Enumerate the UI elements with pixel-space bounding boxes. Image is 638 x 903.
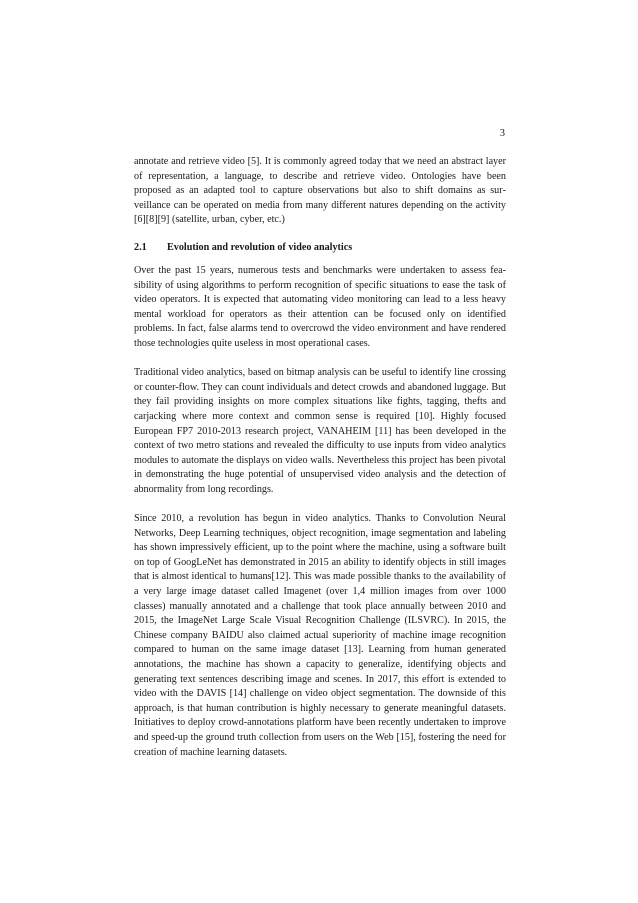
section-number: 2.1 (134, 241, 147, 253)
paragraph: Over the past 15 years, numerous tests and benchmarks were undertaken to assess feasibility of using algorithms to perform recognition of specific situations to ease the task of video operators. It is expected that automating video monitoring can lead to a less heavy mental workload for operators as their attention can be focused only on identified problems. In fact, false alarms tend to overcrowd the video environment and have rendered those technologies quite useless in most operational cases. (134, 264, 506, 349)
paragraph: Traditional video analytics, based on bitmap analysis can be useful to identify line crossing or counter-flow. They can count individuals and detect crowds and abandoned luggage. But they fail providing insights on more complex situations like fights, tagging, thefts and carjacking where more context and common sense is required [10]. Highly focused European FP7 2010-2013 research project, VANAHEIM [11] has been developed in the context of two metro stations and revealed the difficulty to use inputs from video analytics modules to automate the displays on video walls. Nevertheless this project has been pivotal in demonstrating the huge potential of unsupervised video analysis and the detection of abnormality from long recordings. (134, 367, 506, 495)
page-body (134, 155, 506, 760)
page-number: 3 (499, 128, 505, 139)
intro-paragraph: annotate and retrieve video [5]. It is commonly agreed today that we need an abstract layer of representation, a language, to describe and retrieve video. Ontologies have been proposed as an adapted tool to capture observations but also to shift domains as surveillance can be operated on media from many different natures depending on the activity [6][8][9] (satellite, urban, cyber, etc.) (134, 156, 506, 226)
section-heading (134, 241, 506, 255)
section-title: Evolution and revolution of video analytics (167, 241, 353, 253)
paragraph: Since 2010, a revolution has begun in video analytics. Thanks to Convolution Neural Networks, Deep Learning techniques, object recognition, image segmentation and labeling has shown impressively efficient, up to the point where the machine, using a software built on top of GoogLeNet has demonstrated in 2015 an ability to identify objects in still images that is almost identical to humans[12]. This was made possible thanks to the availability of a very large image dataset called Imagenet (over 1,4 million images from over 1000 classes) manually annotated and a challenge that took place annually between 2010 and 2015, the ImageNet Large Scale Visual Recognition Challenge (ILSVRC). In 2015, the Chinese company BAIDU also claimed actual superiority of machine image recognition compared to human on the same image dataset [13]. Learning from human generated annotations, the machine has shown a capacity to generalize, identifying objects and generating text sentences describing image and scenes. In 2017, this effort is extended to video with the DAVIS [14] challenge on video object segmentation. The downside of this approach, is that human contribution is highly necessary to generate meaningful datasets. Initiatives to deploy crowd-annotations platform have been recently undertaken to improve and speed-up the ground truth collection from users on the Web [15], fostering the need for creation of machine learning datasets. (134, 513, 506, 758)
